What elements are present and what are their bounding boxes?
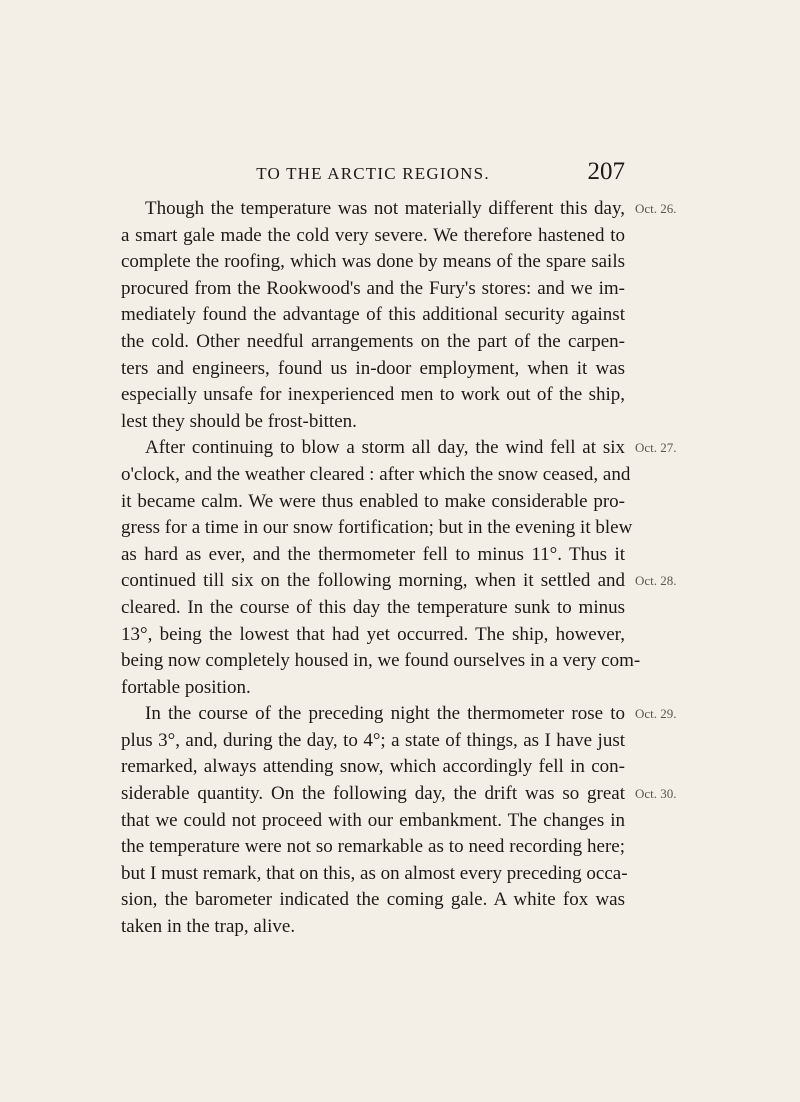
text-line: as hard as ever, and the thermometer fell to minus 11°. Thus it (121, 543, 625, 565)
text-line: After continuing to blow a storm all day, the wind fell at six (145, 437, 625, 459)
text-line: plus 3°, and, during the day, to 4°; a state of things, as I have just (121, 729, 625, 751)
text-line: gress for a time in our snow fortification; but in the evening it blew (121, 517, 633, 539)
text-line: continued till six on the following morning, when it settled and (121, 570, 625, 592)
text-line: a smart gale made the cold very severe. We therefore hastened to (121, 224, 625, 246)
text-line: especially unsafe for inexperienced men to work out of the ship, (121, 384, 625, 406)
margin-date-note: Oct. 27. (635, 440, 677, 456)
running-title: TO THE ARCTIC REGIONS. (256, 164, 490, 183)
text-line: the temperature were not so remarkable as to need recording here; (121, 836, 625, 858)
text-line: fortable position. (121, 676, 251, 698)
running-head (121, 158, 625, 192)
text-line: siderable quantity. On the following day, the drift was so great (121, 783, 625, 805)
text-line: remarked, always attending snow, which accordingly fell in con- (121, 756, 625, 778)
text-line: complete the roofing, which was done by means of the spare sails (121, 251, 625, 273)
text-line: sion, the barometer indicated the coming gale. A white fox was (121, 889, 625, 911)
text-line: Though the temperature was not materially different this day, (145, 198, 625, 219)
margin-date-note: Oct. 26. (635, 201, 677, 216)
text-line: that we could not proceed with our embankment. The changes in (121, 809, 625, 831)
text-line: taken in the trap, alive. (121, 916, 296, 938)
text-line: lest they should be frost-bitten. (121, 410, 357, 432)
body-text (121, 196, 641, 941)
text-line: mediately found the advantage of this additional security against (121, 304, 625, 326)
text-line: cleared. In the course of this day the temperature sunk to minus (121, 596, 625, 618)
margin-date-note: Oct. 28. (635, 573, 677, 589)
text-line: In the course of the preceding night the thermometer rose to (145, 703, 625, 725)
text-line: but I must remark, that on this, as on almost every preceding occa- (121, 862, 628, 884)
text-line: the cold. Other needful arrangements on the part of the carpen- (121, 330, 625, 352)
text-line: o'clock, and the weather cleared : after which the snow ceased, and (121, 463, 631, 485)
margin-date-note: Oct. 29. (635, 706, 677, 722)
text-line: being now completely housed in, we found ourselves in a very com- (121, 650, 641, 672)
text-line: 13°, being the lowest that had yet occurred. The ship, however, (121, 623, 625, 645)
text-line: ters and engineers, found us in-door employment, when it was (121, 357, 625, 379)
text-line: it became calm. We were thus enabled to make considerable pro- (121, 490, 625, 512)
text-line: procured from the Rookwood's and the Fury's stores: and we im- (121, 277, 625, 299)
margin-date-note: Oct. 30. (635, 786, 677, 802)
page-number: 207 (587, 158, 625, 185)
